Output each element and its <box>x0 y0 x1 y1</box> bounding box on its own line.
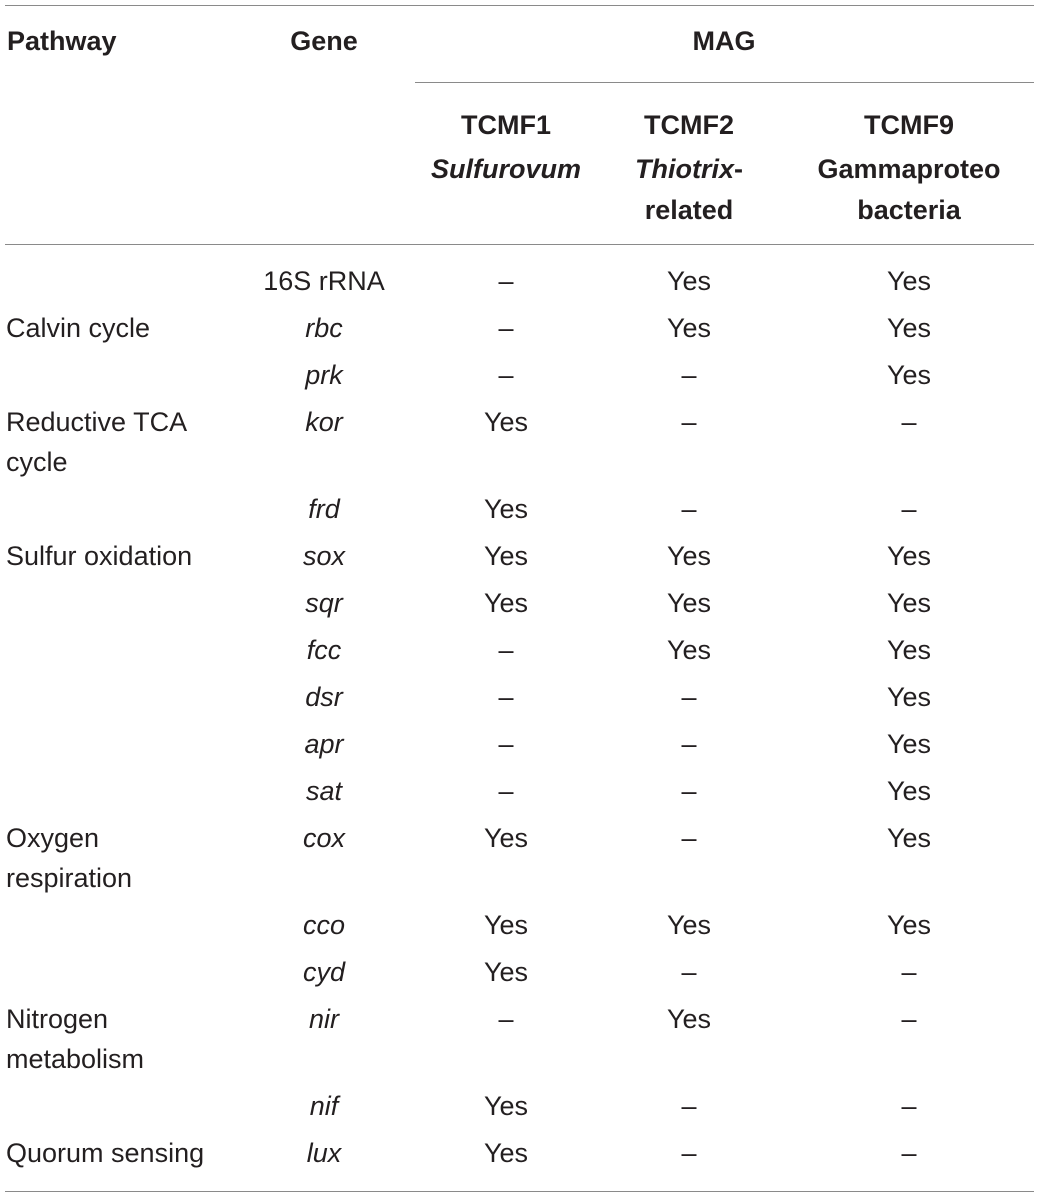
presence-cell: – <box>681 776 697 806</box>
presence-cell: – <box>901 1091 917 1121</box>
gene-label: nif <box>309 1091 339 1121</box>
presence-cell: Yes <box>886 776 932 806</box>
header-col-tcmf2-taxon-line2: related <box>644 195 734 225</box>
gene-label: dsr <box>305 682 343 712</box>
header-bottom-rule <box>5 244 1034 245</box>
header-col-tcmf9-id: TCMF9 <box>864 110 954 140</box>
presence-cell: – <box>681 823 697 853</box>
presence-cell: – <box>681 360 697 390</box>
presence-cell: – <box>901 957 917 987</box>
presence-cell: Yes <box>666 588 712 618</box>
gene-label: sox <box>302 541 346 571</box>
presence-cell: Yes <box>483 823 529 853</box>
presence-cell: Yes <box>886 313 932 343</box>
gene-label: fcc <box>306 635 342 665</box>
pathway-label: Reductive TCA <box>6 407 188 437</box>
presence-cell: Yes <box>666 541 712 571</box>
presence-cell: Yes <box>483 407 529 437</box>
presence-cell: Yes <box>483 1138 529 1168</box>
presence-cell: Yes <box>886 823 932 853</box>
gene-label: sqr <box>305 588 343 618</box>
pathway-label: Calvin cycle <box>6 313 151 343</box>
pathway-label: Oxygen <box>6 823 100 853</box>
gene-label: cco <box>302 910 346 940</box>
presence-cell: – <box>498 776 514 806</box>
presence-cell: Yes <box>483 588 529 618</box>
presence-cell: Yes <box>666 313 712 343</box>
presence-cell: – <box>681 729 697 759</box>
presence-cell: Yes <box>666 635 712 665</box>
header-col-tcmf2-taxon-hyphen: - <box>734 154 743 184</box>
header-col-tcmf9-taxon-line2: bacteria <box>857 195 961 225</box>
top-rule <box>5 5 1034 6</box>
presence-cell: – <box>498 635 514 665</box>
presence-cell: – <box>901 1138 917 1168</box>
gene-label: lux <box>306 1138 342 1168</box>
presence-cell: Yes <box>886 729 932 759</box>
pathway-label: respiration <box>6 863 133 893</box>
presence-cell: – <box>681 494 697 524</box>
presence-cell: – <box>901 1004 917 1034</box>
gene-label: prk <box>305 360 343 390</box>
presence-cell: Yes <box>483 910 529 940</box>
header-pathway: Pathway <box>7 26 117 56</box>
header-gene: Gene <box>290 26 358 56</box>
gene-label: kor <box>305 407 343 437</box>
header-col-tcmf2-id: TCMF2 <box>644 110 734 140</box>
header-col-tcmf1-id: TCMF1 <box>461 110 551 140</box>
presence-cell: Yes <box>886 682 932 712</box>
presence-cell: Yes <box>886 360 932 390</box>
presence-cell: Yes <box>483 541 529 571</box>
presence-cell: Yes <box>886 541 932 571</box>
presence-cell: – <box>498 682 514 712</box>
presence-cell: – <box>498 313 514 343</box>
gene-label: rbc <box>305 313 343 343</box>
presence-cell: – <box>498 729 514 759</box>
gene-label: apr <box>304 729 344 759</box>
presence-cell: – <box>498 1004 514 1034</box>
presence-cell: – <box>681 1091 697 1121</box>
header-mag: MAG <box>692 26 756 56</box>
presence-cell: Yes <box>483 957 529 987</box>
presence-cell: Yes <box>666 266 712 296</box>
gene-label: nir <box>308 1004 340 1034</box>
mag-rule <box>415 82 1034 83</box>
presence-cell: Yes <box>666 910 712 940</box>
presence-cell: – <box>498 360 514 390</box>
pathway-label: Sulfur oxidation <box>6 541 193 571</box>
gene-label: cyd <box>302 957 346 987</box>
header-col-tcmf9-taxon-line1: Gammaproteo <box>817 154 1001 184</box>
presence-cell: Yes <box>483 1091 529 1121</box>
presence-cell: – <box>681 682 697 712</box>
bottom-rule <box>5 1191 1034 1192</box>
presence-cell: – <box>681 1138 697 1168</box>
header-col-tcmf1-taxon: Sulfurovum <box>430 154 582 184</box>
presence-cell: – <box>498 266 514 296</box>
presence-cell: – <box>901 407 917 437</box>
gene-label: 16S rRNA <box>263 266 385 296</box>
gene-label: cox <box>302 823 346 853</box>
presence-cell: Yes <box>886 588 932 618</box>
header-col-tcmf2-taxon-italic: Thiotrix <box>635 154 734 184</box>
presence-cell: – <box>681 407 697 437</box>
pathway-label: metabolism <box>6 1044 145 1074</box>
presence-cell: Yes <box>886 910 932 940</box>
pathway-label: Quorum sensing <box>6 1138 205 1168</box>
presence-cell: – <box>681 957 697 987</box>
pathway-label: Nitrogen <box>6 1004 109 1034</box>
pathway-label: cycle <box>6 447 68 477</box>
gene-label: sat <box>305 776 343 806</box>
presence-cell: Yes <box>886 266 932 296</box>
presence-cell: Yes <box>483 494 529 524</box>
presence-cell: Yes <box>666 1004 712 1034</box>
presence-cell: Yes <box>886 635 932 665</box>
gene-label: frd <box>308 494 340 524</box>
header-col-tcmf2-taxon-line1 <box>635 149 743 189</box>
presence-cell: – <box>901 494 917 524</box>
